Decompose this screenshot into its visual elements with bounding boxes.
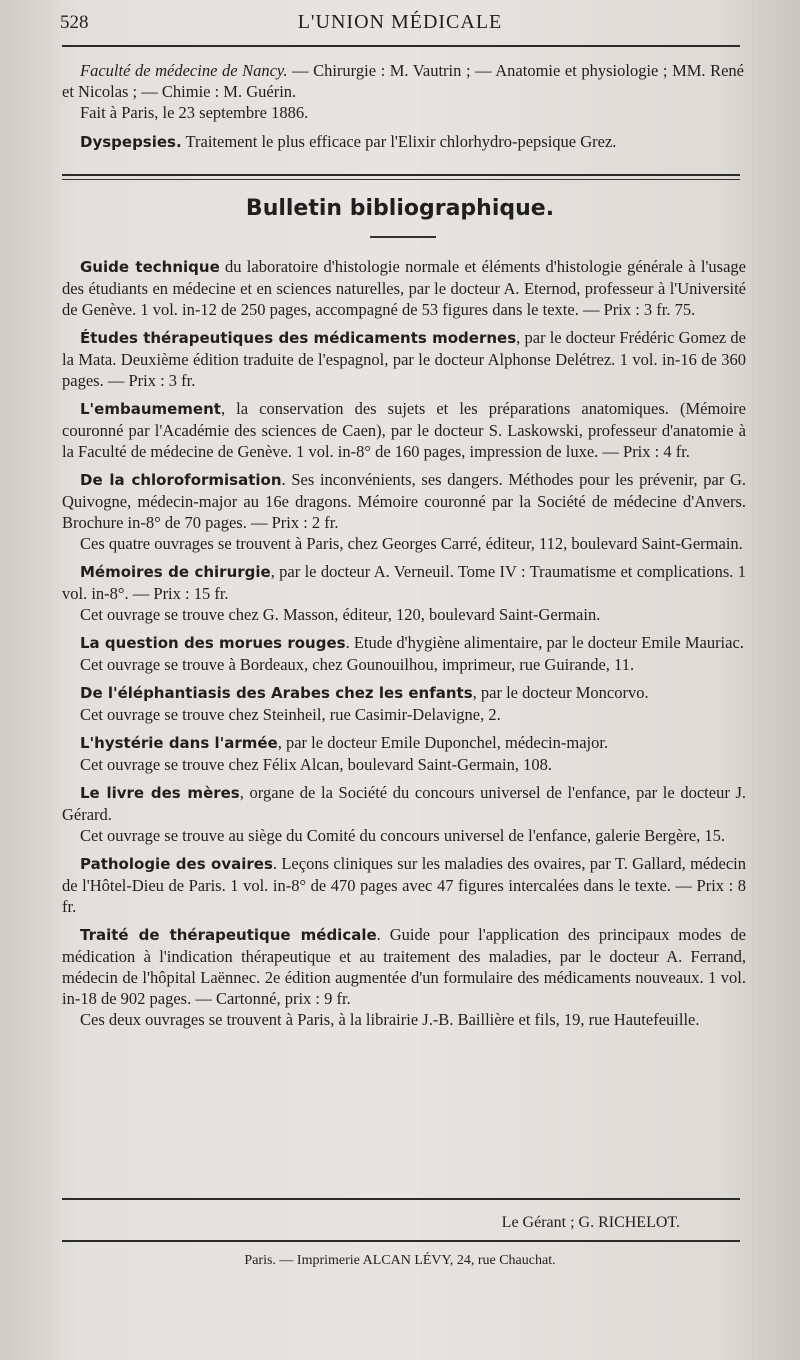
entry-title: Traité de thérapeutique médicale: [80, 926, 377, 944]
entry-text: . Leçons cliniques sur les maladies des ovaires, par T. Gallard, médecin de l'Hôtel-Dieu de Paris. 1 vol. in-8° de 470 pages avec 47 figures intercalées dans le texte. — Prix : 8 fr.: [62, 854, 746, 916]
footer-rule-top: [62, 1198, 740, 1200]
entry-text: , la conservation des sujets et les préparations anatomiques. (Mémoire couronné par l'Académie des sciences de Caen), par le docteur S. Laskowski, professeur d'anatomie à la Faculté de médecine de Genève. 1 vol. in-8° de 160 pages, impression de luxe. — Prix : 4 fr.: [62, 399, 746, 461]
page-header: [60, 8, 740, 38]
footer-rule-bottom: [62, 1240, 740, 1242]
entry-availability: Cet ouvrage se trouve à Bordeaux, chez Gounouilhou, imprimeur, rue Guirande, 11.: [80, 655, 635, 674]
bibliography-entry: [62, 853, 746, 917]
entry-availability: Cet ouvrage se trouve chez Félix Alcan, boulevard Saint-Germain, 108.: [80, 755, 552, 774]
bibliography-list: [62, 256, 746, 1037]
fait-line: Fait à Paris, le 23 septembre 1886.: [80, 103, 309, 122]
entry-title: Études thérapeutiques des médicaments modernes: [80, 329, 517, 347]
faculty-paragraph: [62, 60, 744, 102]
entry-text: . Guide pour l'application des principaux modes de médication à l'indication thérapeutique et au traitement des maladies, par le docteur A. Ferrand, médecin de l'hôpital Laënnec. 2e édition augmentée d'un formulaire des médicaments nouveaux. 1 vol. in-18 de 902 pages. — Cartonné, prix : 9 fr.: [62, 925, 746, 1008]
entry-title: Mémoires de chirurgie: [80, 563, 271, 581]
entry-text: , organe de la Société du concours universel de l'enfance, par le docteur J. Gérard.: [62, 783, 747, 824]
faculty-details: — Chirurgie : M. Vautrin ; — Anatomie et physiologie ; MM. René et Nicolas ; — Chimie : M. Guérin.: [62, 61, 744, 101]
entry-title: Pathologie des ovaires: [80, 855, 273, 873]
gerant-signature: Le Gérant ; G. RICHELOT.: [501, 1214, 680, 1231]
page-number: 528: [60, 12, 89, 33]
entry-availability: Ces deux ouvrages se trouvent à Paris, à la librairie J.-B. Baillière et fils, 19, rue Hautefeuille.: [80, 1010, 700, 1029]
faculty-name: Faculté de médecine de Nancy.: [80, 61, 288, 80]
dyspepsies-text: Traitement le plus efficace par l'Elixir chlorhydro-pepsique Grez.: [181, 132, 617, 151]
entry-availability: Cet ouvrage se trouve chez Steinheil, rue Casimir-Delavigne, 2.: [80, 705, 501, 724]
entry-text: du laboratoire d'histologie normale et éléments d'histologie générale à l'usage des étudiants en médecine et en sciences naturelles, par le docteur A. Eternod, professeur à l'Université de Genève. 1 vol. in-12 de 250 pages, accompagné de 53 figures dans le texte. — Prix : 3 fr. 75.: [62, 257, 746, 319]
bibliography-entry: [62, 398, 746, 462]
entry-title: De l'éléphantiasis des Arabes chez les enfants: [80, 684, 473, 702]
entry-text: , par le docteur Moncorvo.: [472, 683, 649, 702]
entry-title: Le livre des mères: [80, 784, 240, 802]
printer-imprint: Paris. — Imprimerie ALCAN LÉVY, 24, rue Chauchat.: [244, 1253, 556, 1268]
entry-availability: Cet ouvrage se trouve chez G. Masson, éditeur, 120, boulevard Saint-Germain.: [80, 605, 601, 624]
entry-title: L'embaumement: [80, 400, 221, 418]
faculty-notice: [62, 60, 744, 153]
section-rule-top: [62, 174, 740, 176]
bibliography-entry: [62, 469, 746, 554]
entry-availability: Ces quatre ouvrages se trouvent à Paris, chez Georges Carré, éditeur, 112, boulevard Saint-Germain.: [80, 534, 743, 553]
bibliography-entry: [62, 924, 746, 1030]
bibliography-entry: [62, 682, 746, 725]
entry-text: . Etude d'hygiène alimentaire, par le docteur Emile Mauriac.: [345, 633, 744, 652]
entry-text: , par le docteur Frédéric Gomez de la Mata. Deuxième édition traduite de l'espagnol, par le docteur Alphonse Delétrez. 1 vol. in-16 de 360 pages. — Prix : 3 fr.: [62, 328, 746, 390]
entry-text: , par le docteur Emile Duponchel, médecin-major.: [277, 733, 609, 752]
bibliography-entry: [62, 732, 746, 775]
bibliography-entry: [62, 561, 746, 625]
entry-text: . Ses inconvénients, ses dangers. Méthodes pour les prévenir, par G. Quivogne, médecin-major au 16e dragons. Mémoire couronné par la Société de médecine d'Anvers. Brochure in-8° de 70 pages. — Prix : 2 fr.: [62, 470, 746, 532]
entry-title: L'hystérie dans l'armée: [80, 734, 278, 752]
header-rule: [62, 45, 740, 47]
running-title: L'UNION MÉDICALE: [297, 11, 503, 33]
entry-title: De la chloroformisation: [80, 471, 282, 489]
title-underline: [370, 236, 436, 238]
entry-availability: Cet ouvrage se trouve au siège du Comité du concours universel de l'enfance, galerie Bergère, 15.: [80, 826, 726, 845]
dyspepsies-label: Dyspepsies.: [80, 133, 182, 151]
dyspepsies-notice: [62, 131, 744, 153]
bulletin-title: Bulletin bibliographique.: [245, 196, 555, 221]
bibliography-entry: [62, 327, 746, 391]
bibliography-entry: [62, 782, 746, 846]
entry-title: Guide technique: [80, 258, 220, 276]
bibliography-entry: [62, 256, 746, 320]
section-rule-bottom: [62, 179, 740, 180]
entry-title: La question des morues rouges: [80, 634, 346, 652]
bibliography-entry: [62, 632, 746, 675]
entry-text: , par le docteur A. Verneuil. Tome IV : Traumatisme et complications. 1 vol. in-8°. — Prix : 15 fr.: [62, 562, 746, 603]
